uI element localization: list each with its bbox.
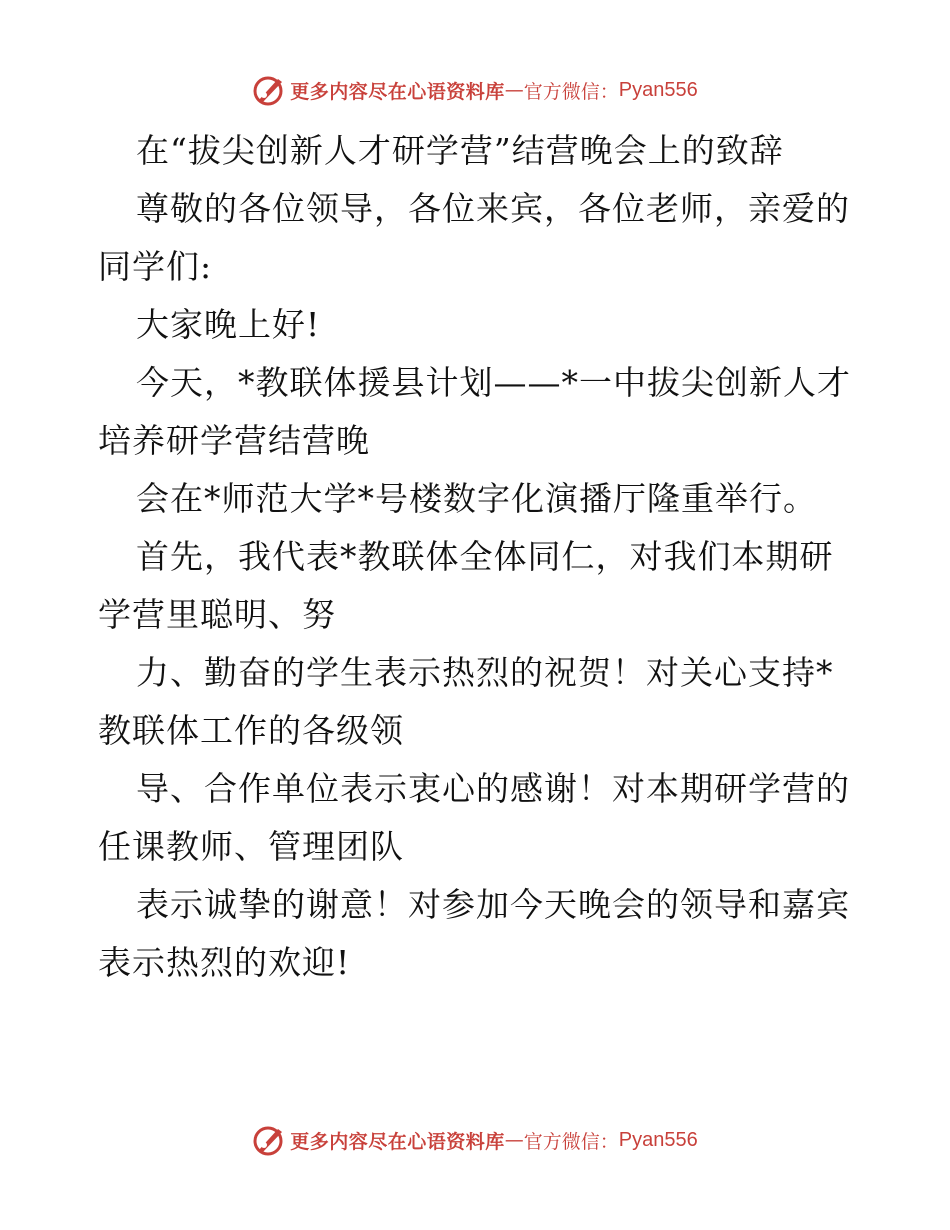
text-line: 教联体工作的各级领 [98, 711, 404, 750]
footer-banner [0, 1118, 950, 1162]
text-line: 今天，*教联体援县计划——*一中拔尖创新人才 [136, 363, 851, 402]
text-line: 大家晚上好! [136, 305, 321, 344]
banner-main-text: 更多内容尽在心语资料库 [290, 1130, 505, 1153]
text-line: 表示热烈的欢迎! [98, 943, 351, 982]
text-line: 力、勤奋的学生表示热烈的祝贺！对关心支持* [136, 653, 834, 692]
pen-logo-icon [252, 73, 286, 107]
banner-main-text: 更多内容尽在心语资料库 [290, 80, 505, 103]
pen-logo-icon [252, 1123, 286, 1157]
text-line: 学营里聪明、努 [98, 595, 336, 634]
banner-wechat-id: Pyan556 [618, 78, 698, 101]
text-line: 培养研学营结营晚 [98, 421, 370, 460]
text-line: 会在*师范大学*号楼数字化演播厅隆重举行。 [136, 479, 817, 518]
text-line: 尊敬的各位领导，各位来宾，各位老师，亲爱的 [136, 189, 850, 228]
banner-dash: — [504, 79, 524, 101]
document-title: 在“拔尖创新人才研学营”结营晚会上的致辞 [136, 131, 784, 170]
text-line: 首先，我代表*教联体全体同仁，对我们本期研 [136, 537, 834, 576]
text-line: 导、合作单位表示衷心的感谢！对本期研学营的 [136, 769, 850, 808]
banner-dash: — [504, 1129, 524, 1151]
document-body [98, 122, 868, 992]
header-banner [0, 68, 950, 112]
banner-wechat-label: 官方微信： [523, 80, 619, 103]
banner-wechat-id: Pyan556 [618, 1128, 698, 1151]
banner-wechat-label: 官方微信： [523, 1130, 619, 1153]
text-line: 同学们: [98, 247, 213, 286]
text-line: 表示诚挚的谢意！对参加今天晚会的领导和嘉宾 [136, 885, 850, 924]
text-line: 任课教师、管理团队 [98, 827, 404, 866]
